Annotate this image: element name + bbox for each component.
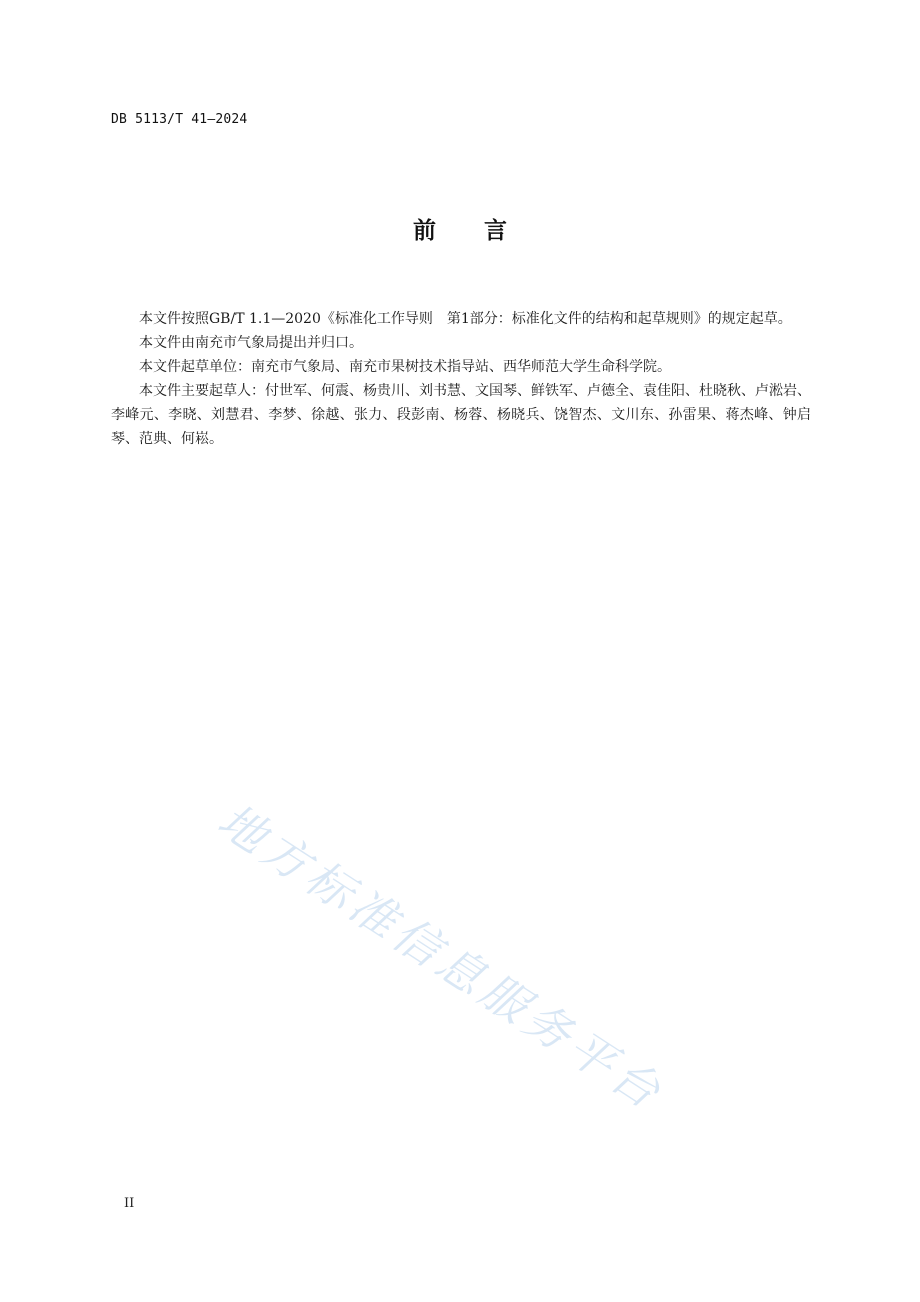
- paragraph-drafting-rules: 本文件按照GB/T 1.1—2020《标准化工作导则 第1部分：标准化文件的结构和起草规则》的规定起草。: [139, 311, 792, 327]
- foreword-body: [111, 307, 811, 451]
- paragraph-proposer: 本文件由南充市气象局提出并归口。: [139, 335, 363, 351]
- paragraph-drafters: 本文件主要起草人：付世军、何震、杨贵川、刘书慧、文国琴、鲜铁军、卢德全、袁佳阳、杜晓秋、卢淞岩、李峰元、李晓、刘慧君、李梦、徐越、张力、段彭南、杨蓉、杨晓兵、饶智杰、文川东、孙雷果、蒋杰峰、钟启琴、范典、何崧。: [111, 383, 811, 447]
- document-code: DB 5113/T 41—2024: [111, 112, 248, 127]
- paragraph-drafting-units: 本文件起草单位：南充市气象局、南充市果树技术指导站、西华师范大学生命科学院。: [139, 359, 671, 375]
- section-heading: 前言: [413, 218, 555, 244]
- page-number: II: [124, 1196, 135, 1211]
- watermark: 地方标准信息服务平台: [208, 792, 675, 1122]
